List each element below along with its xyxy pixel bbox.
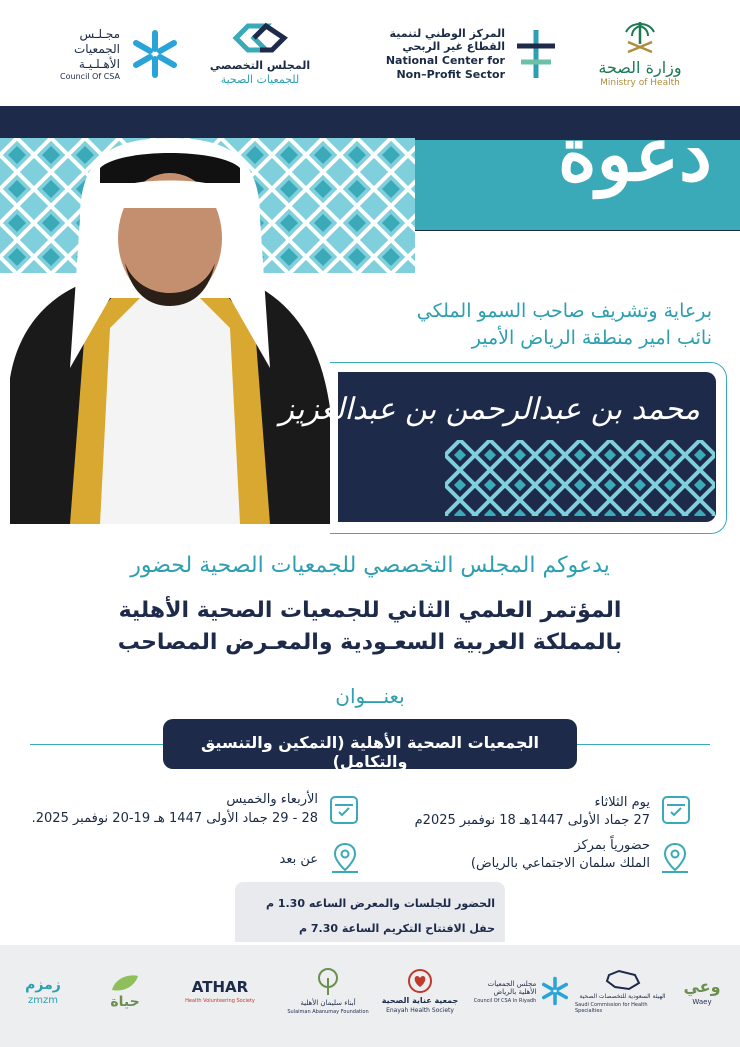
csa-ar-3: الأهـلـيـة bbox=[78, 56, 120, 71]
sponsor-scfhs bbox=[575, 960, 670, 1022]
ncnp-emblem-icon bbox=[511, 26, 561, 82]
invite-word: دعوة bbox=[557, 112, 712, 198]
sponsor-hayat bbox=[85, 960, 165, 1022]
sponsor-csa-riyadh bbox=[470, 960, 575, 1022]
subject-label: بعنـــوان bbox=[335, 684, 405, 708]
day2-mode: عن بعد bbox=[279, 852, 318, 867]
sponsor-main: ATHAR bbox=[191, 978, 249, 996]
sponsor-sub: Health Volunteering Society bbox=[185, 998, 255, 1004]
sponsor-sub: zmzm bbox=[28, 994, 58, 1006]
sponsor-main: جمعية عناية الصحية bbox=[381, 996, 459, 1005]
sponsor-sub: Waey bbox=[692, 997, 712, 1006]
council-emblem-icon bbox=[230, 21, 290, 55]
name-box-pattern bbox=[445, 440, 715, 516]
moh-ar: وزارة الصحة bbox=[598, 58, 682, 78]
sponsor-sub: Enayah Health Society bbox=[386, 1007, 454, 1014]
conference-title-2: بالمملكة العربية السعـودية والمعـرض المصاحب bbox=[117, 630, 623, 655]
patron-line-2: نائب امير منطقة الرياض الأمير bbox=[471, 327, 712, 349]
council-ar-2: للجمعيات الصحية bbox=[220, 73, 300, 86]
times-line-2: حفل الافتتاح التكريم الساعة 7.30 م bbox=[298, 922, 495, 935]
csa-star-icon bbox=[128, 27, 182, 81]
hayat-leaf-icon bbox=[110, 972, 140, 994]
csa-star-icon bbox=[539, 975, 571, 1007]
patron-line-1: برعاية وتشريف صاحب السمو الملكي bbox=[416, 300, 712, 322]
day2-date: 28 - 29 جماد الأولى 1447 هـ 19-20 نوفمبر 2025. bbox=[31, 811, 318, 826]
day1-mode-2: الملك سلمان الاجتماعي بالرياض) bbox=[470, 856, 650, 871]
sponsor-main: أبناء سليمان الأهلية bbox=[300, 999, 356, 1007]
sponsor-sub: Council Of CSA In Riyadh bbox=[473, 998, 537, 1004]
moh-logo bbox=[585, 12, 695, 96]
location-pin-icon bbox=[660, 842, 690, 874]
ncnp-ar-2: القطاع غير الربحي bbox=[402, 40, 505, 54]
csa-ar-2: الجمعيات bbox=[73, 41, 120, 56]
day2-label: الأربعاء والخميس bbox=[226, 792, 318, 807]
sponsor-main: الهيئة السعودية للتخصصات الصحية bbox=[579, 992, 666, 1000]
theme-text: الجمعيات الصحية الأهلية (التمكين والتنسيق والتكامل) bbox=[201, 733, 539, 771]
sponsor-zmzm bbox=[8, 960, 78, 1022]
sponsor-main: مجلس الجمعيات الأهلية بالرياض bbox=[487, 980, 537, 996]
enayah-heart-icon bbox=[407, 968, 433, 994]
ncnp-logo bbox=[385, 12, 565, 96]
council-ar-1: المجلس التخصصي bbox=[209, 59, 311, 73]
moh-en: Ministry of Health bbox=[600, 78, 680, 89]
day1-date: 27 جماد الأولى 1447هـ 18 نوفمبر 2025م bbox=[414, 813, 650, 828]
ncnp-en-2: Non–Profit Sector bbox=[396, 67, 505, 81]
patron-portrait bbox=[0, 128, 338, 524]
sponsor-main: حياة bbox=[110, 994, 140, 1010]
tree-icon bbox=[313, 967, 343, 997]
calendar-icon bbox=[662, 796, 690, 824]
saudi-map-icon bbox=[605, 969, 641, 991]
csa-ar-1: مجـلـس bbox=[79, 26, 120, 41]
invites-line: يدعوكم المجلس التخصصي للجمعيات الصحية لحضور bbox=[130, 553, 610, 578]
sponsor-sub: Sulaiman Abanumay Foundation bbox=[287, 1009, 369, 1015]
palm-emblem-icon bbox=[620, 18, 660, 58]
sponsor-sulaiman bbox=[283, 960, 373, 1022]
sponsor-enayah bbox=[375, 960, 465, 1022]
csa-en: Council Of CSA bbox=[60, 71, 120, 81]
location-pin-icon bbox=[330, 842, 360, 874]
sponsor-athar bbox=[170, 960, 270, 1022]
times-line-1: الحضور للجلسات والمعرض الساعه 1.30 م bbox=[265, 897, 495, 910]
sponsor-waey bbox=[672, 960, 732, 1022]
council-logo bbox=[205, 12, 315, 96]
csa-logo bbox=[40, 12, 190, 96]
day1-label: يوم الثلاثاء bbox=[594, 795, 650, 810]
calendar-icon bbox=[330, 796, 358, 824]
sponsor-main: زمزم bbox=[25, 976, 61, 993]
day1-mode-1: حضورياً بمركز bbox=[574, 838, 650, 853]
conference-title-1: المؤتمر العلمي الثاني للجمعيات الصحية الأهلية bbox=[118, 598, 622, 623]
ncnp-en-1: National Center for bbox=[385, 54, 505, 67]
ncnp-ar-1: المركز الوطني لتنمية bbox=[389, 26, 505, 40]
patron-name: محمد بن عبدالرحمن بن عبدالعزيز bbox=[279, 392, 700, 427]
sponsor-sub: Saudi Commission for Health Specialties bbox=[575, 1001, 648, 1014]
sponsor-main: وعي bbox=[683, 976, 721, 996]
